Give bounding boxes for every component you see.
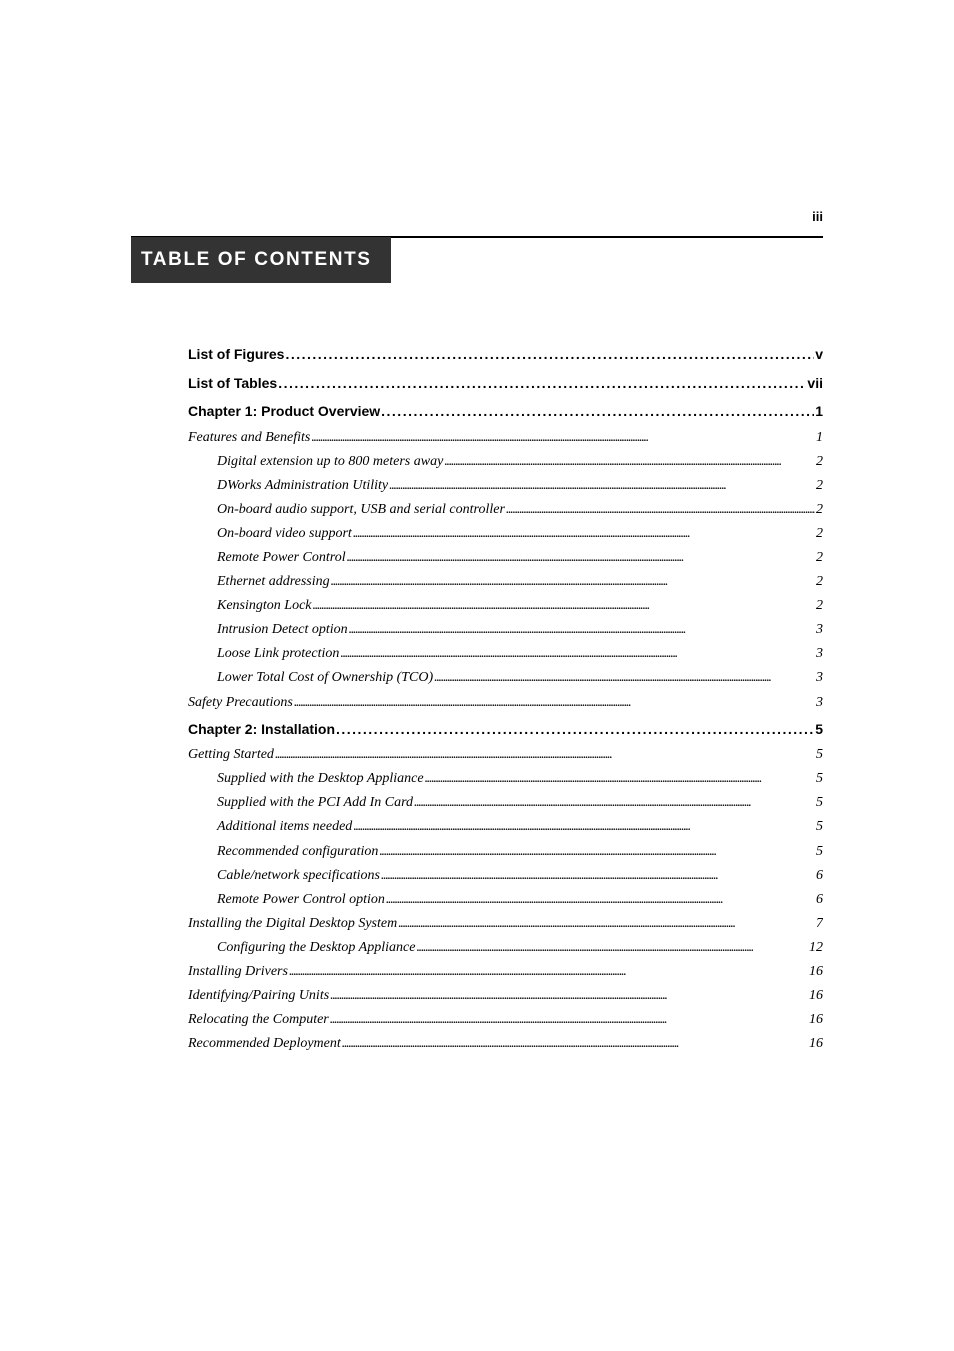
toc-entry-sub[interactable] <box>188 522 823 546</box>
toc-entry-page: v <box>815 346 823 362</box>
toc-entry-chapter[interactable] <box>188 397 823 426</box>
toc-entry-sub[interactable] <box>188 815 823 839</box>
toc-entry-section[interactable] <box>188 426 823 450</box>
toc-entry-section[interactable] <box>188 1032 823 1056</box>
toc-entry-title: Supplied with the PCI Add In Card <box>217 795 413 811</box>
toc-entry-sub[interactable] <box>188 936 823 960</box>
toc-entry-title: DWorks Administration Utility <box>217 477 389 493</box>
dot-leader <box>331 570 815 594</box>
toc-entry-title: Relocating the Computer <box>188 1012 329 1028</box>
toc-entry-title: Safety Precautions <box>188 694 293 710</box>
toc-entry-page: 16 <box>809 1036 823 1052</box>
dot-leader <box>311 426 815 450</box>
toc-entry-page: 5 <box>816 771 823 787</box>
toc-entry-page: 6 <box>816 891 823 907</box>
toc-entry-title: On-board video support <box>217 525 352 541</box>
toc-entry-chapter[interactable] <box>188 340 823 369</box>
toc-entry-title: Installing Drivers <box>188 963 288 979</box>
toc-entry-title: Installing the Digital Desktop System <box>188 915 398 931</box>
toc-entry-page: 2 <box>816 549 823 565</box>
toc-entry-sub[interactable] <box>188 840 823 864</box>
toc-entry-sub[interactable] <box>188 594 823 618</box>
toc-entry-sub[interactable] <box>188 450 823 474</box>
toc-entry-section[interactable] <box>188 912 823 936</box>
dot-leader <box>506 498 815 522</box>
toc-list <box>188 340 823 1056</box>
toc-entry-page: 3 <box>816 694 823 710</box>
toc-entry-sub[interactable] <box>188 642 823 666</box>
dot-leader <box>340 642 815 666</box>
toc-entry-page: 3 <box>816 670 823 686</box>
toc-entry-page: 5 <box>816 819 823 835</box>
toc-entry-page: 2 <box>816 477 823 493</box>
toc-entry-section[interactable] <box>188 691 823 715</box>
page-number: iii <box>812 209 823 224</box>
dot-leader <box>353 522 815 546</box>
toc-entry-section[interactable] <box>188 984 823 1008</box>
dot-leader <box>275 743 815 767</box>
dot-leader <box>381 397 814 426</box>
toc-entry-page: 2 <box>816 501 823 517</box>
toc-entry-page: 2 <box>816 453 823 469</box>
toc-entry-chapter[interactable] <box>188 715 823 744</box>
dot-leader <box>347 546 815 570</box>
dot-leader <box>389 474 815 498</box>
toc-entry-section[interactable] <box>188 960 823 984</box>
dot-leader <box>289 960 808 984</box>
dot-leader <box>313 594 816 618</box>
toc-entry-page: 5 <box>815 720 823 737</box>
dot-leader <box>444 450 815 474</box>
toc-entry-title: Features and Benefits <box>188 429 311 445</box>
toc-entry-sub[interactable] <box>188 666 823 690</box>
toc-entry-page: 16 <box>809 963 823 979</box>
toc-entry-section[interactable] <box>188 743 823 767</box>
toc-entry-page: 5 <box>816 843 823 859</box>
toc-entry-page: 3 <box>816 622 823 638</box>
toc-entry-title: Loose Link protection <box>217 646 340 662</box>
toc-entry-title: Getting Started <box>188 747 274 763</box>
toc-entry-page: vii <box>807 374 823 391</box>
toc-entry-page: 2 <box>816 525 823 541</box>
dot-leader <box>349 618 815 642</box>
dot-leader <box>330 1008 808 1032</box>
toc-entry-title: Lower Total Cost of Ownership (TCO) <box>217 670 434 686</box>
dot-leader <box>386 888 815 912</box>
toc-entry-section[interactable] <box>188 1008 823 1032</box>
toc-entry-page: 2 <box>816 598 823 614</box>
toc-entry-title: Recommended Deployment <box>188 1036 341 1052</box>
toc-entry-page: 5 <box>816 795 823 811</box>
toc-entry-page: 16 <box>809 988 823 1004</box>
toc-entry-sub[interactable] <box>188 888 823 912</box>
toc-entry-page: 1 <box>816 429 823 445</box>
toc-entry-title: Intrusion Detect option <box>217 622 348 638</box>
toc-entry-page: 6 <box>816 867 823 883</box>
dot-leader <box>379 840 815 864</box>
dot-leader <box>294 691 815 715</box>
toc-entry-sub[interactable] <box>188 498 823 522</box>
toc-entry-title: Remote Power Control option <box>217 891 385 907</box>
dot-leader <box>330 984 808 1008</box>
dot-leader <box>278 369 806 398</box>
toc-entry-title: Cable/network specifications <box>217 867 380 883</box>
toc-entry-title: Chapter 2: Installation <box>188 720 336 737</box>
toc-entry-title: List of Tables <box>188 374 278 391</box>
toc-entry-chapter[interactable] <box>188 369 823 398</box>
toc-entry-page: 16 <box>809 1012 823 1028</box>
toc-entry-page: 1 <box>815 403 823 419</box>
dot-leader <box>398 912 815 936</box>
dot-leader <box>434 666 815 690</box>
toc-entry-page: 2 <box>816 574 823 590</box>
dot-leader <box>342 1032 808 1056</box>
toc-entry-title: Additional items needed <box>217 819 353 835</box>
toc-entry-title: Supplied with the Desktop Appliance <box>217 771 424 787</box>
toc-entry-title: On-board audio support, USB and serial controller <box>217 501 505 517</box>
toc-entry-page: 12 <box>809 939 823 955</box>
dot-leader <box>285 340 814 369</box>
toc-entry-title: Kensington Lock <box>217 598 312 614</box>
dot-leader <box>414 791 815 815</box>
toc-entry-title: Digital extension up to 800 meters away <box>217 453 444 469</box>
toc-entry-page: 3 <box>816 646 823 662</box>
toc-entry-title: Ethernet addressing <box>217 574 330 590</box>
dot-leader <box>416 936 808 960</box>
dot-leader <box>425 767 815 791</box>
toc-entry-sub[interactable] <box>188 864 823 888</box>
toc-entry-sub[interactable] <box>188 618 823 642</box>
toc-entry-title: Recommended configuration <box>217 843 379 859</box>
toc-entry-sub[interactable] <box>188 791 823 815</box>
dot-leader <box>353 815 815 839</box>
toc-banner: TABLE OF CONTENTS <box>131 237 391 283</box>
toc-entry-sub[interactable] <box>188 570 823 594</box>
toc-entry-page: 5 <box>816 747 823 763</box>
toc-entry-title: Identifying/Pairing Units <box>188 988 330 1004</box>
toc-entry-title: Remote Power Control <box>217 549 346 565</box>
toc-entry-title: List of Figures <box>188 346 285 362</box>
dot-leader <box>336 715 814 744</box>
toc-entry-sub[interactable] <box>188 767 823 791</box>
toc-entry-sub[interactable] <box>188 546 823 570</box>
toc-entry-title: Chapter 1: Product Overview <box>188 403 381 419</box>
toc-entry-title: Configuring the Desktop Appliance <box>217 939 416 955</box>
toc-entry-sub[interactable] <box>188 474 823 498</box>
toc-entry-page: 7 <box>816 915 823 931</box>
dot-leader <box>381 864 815 888</box>
